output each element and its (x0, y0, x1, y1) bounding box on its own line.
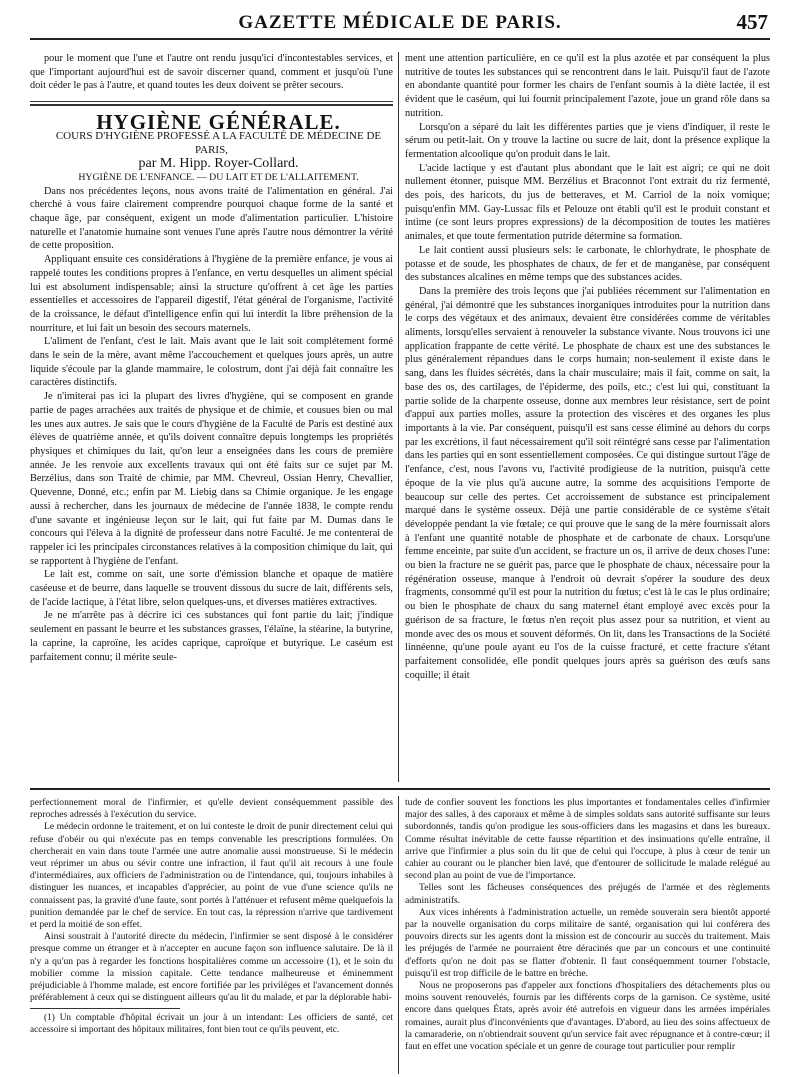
page-header (30, 8, 770, 40)
paragraph: tude de confier souvent les fonctions les plus importantes et fondamentales celles d'infirmier major des salles, à des caporaux et même à de simples soldats sans autorité suffisante sur leurs subordonnés, tandis qu'on prodigue les sous-officiers dans les magasins et dans les bureaux. Comme résultat inévitable de cette fausse répartition et des insinuations qu'elle entraîne, il arrive que l'infirmier a plus soin du lit que de celui qui l'occupe, à plus à cœur de tenir un cahier au courant ou le plancher bien lavé, que d'entourer de sollicitude le malade relégué au second plan au point de vue de l'importance. (405, 797, 770, 882)
paragraph: Le lait contient aussi plusieurs sels: le carbonate, le chlorhydrate, le phosphate de potasse et de soude, les phosphates de chaux, de fer et de manganèse, par conséquent des substances alcalines en même temps que des substances acides. (405, 244, 770, 284)
intro-paragraph: pour le moment que l'une et l'autre ont rendu jusqu'ici d'incontestables services, et que l'important aujourd'hui est de savoir discerner quand, comment et jusqu'où l'une doit céder le pas à l'autre, et quand toutes les deux doivent se prêter secours. (30, 53, 393, 92)
paragraph: Aux vices inhérents à l'administration actuelle, un remède souverain sera bientôt apporté par la nouvelle organisation du corps militaire de santé, organisation qui lui conférera des pouvoirs directs sur les agents dont la mission est de concourir au succès du traitement. Mais les préjugés de l'armée ne pourraient être déracinés que par un concours et une continuité d'efforts qu'on ne doit pas se flatter d'obtenir. Il faut conséquemment tourner l'obstacle, puisqu'il est trop difficile de le battre en brèche. (405, 906, 770, 979)
paragraph: Lorsqu'on a séparé du lait les différentes parties que je viens d'indiquer, il reste le sérum ou petit-lait. On y trouve la lactine ou sucre de lait, dont la présence explique la fermentation alcoolique qu'on produit dans le lait. (405, 121, 770, 160)
journal-title: GAZETTE MÉDICALE DE PARIS. (238, 12, 562, 33)
page-number: 457 (736, 10, 768, 34)
course-author: par M. Hipp. Royer-Collard. (138, 156, 299, 172)
column-divider (398, 52, 399, 782)
paragraph: Dans la première des trois leçons que j'ai publiées récemment sur l'alimentation en général, j'ai démontré que les substances inorganiques introduites pour la nutrition dans le corps des végétaux et des animaux, devaient être considérées comme de véritables aliments, lorsqu'elles servaient à renouveler la substance vivante. Nous trouvons ici une application frappante de cette vérité. Le phosphate de chaux est une des substances le plus généralement répandues dans le corps humain; non-seulement il existe dans le sang, dans les fluides sécrétés, dans la chair musculaire; mais il fait, comme on sait, la base des os, des cartilages, de l'épiderme, des poils, etc.; c'est lui qui, constituant la partie solide de la charpente osseuse, donne aux membres leur résistance, sert de point d'appui aux parties molles, assure la protection des viscères et des organes les plus importants à la vie. Par conséquent, puisqu'il est sans cesse éliminé au dehors du corps par les excrétions, il faut nécessairement qu'il soit réintégré sans cesse par l'alimentation dans les parties qui en sont essentiellement composées. Ce qui distingue surtout l'âge de l'enfance, c'est, nous l'avons vu, l'activité prodigieuse de la nutrition, puisqu'à cette époque de la vie plus qu'à aucune autre, la somme des acquisitions l'emporte de beaucoup sur celle des pertes. Cet accroissement de substance est principalement marqué dans le système osseux. Déjà une partie considérable de ce système s'était développée pendant la vie fœtale; ce qui prouve que le sang de la mère fournissait alors à l'enfant une quantité notable de phosphate et de carbonate de chaux. Lorsqu'une femme enceinte, par suite d'un accident, se fracture un os, il arrive de deux choses l'une: ou bien la fracture ne se guérit pas, parce que le phosphate de chaux, nécessaire pour la régénération osseuse, manque à l'endroit où devrait s'opérer la soudure des deux fragments, consommé qu'il est pour la nutrition du fœtus; c'est là le cas le plus ordinaire; ou bien le phosphate de chaux du sang maternel étant employé avec excès pour la guérison de sa fracture, le fœtus n'en reçoit plus assez pour sa nutrition, et vient au monde avec des os mous et souvent déformés. On lit, dans les Transactions de la Société linnéenne, qu'une poule ayant eu l'os de la cuisse fracturé, et cette fracture s'étant parfaitement consolidée, elle pondit quelques jours après sa guérison des œufs sans coquille; il était (405, 285, 770, 681)
footnote-divider (30, 1008, 180, 1009)
paragraph: Je n'imiterai pas ici la plupart des livres d'hygiène, qui se composent en grande partie de pages arrachées aux traités de physique et de chimie, et cousues bien ou mal les unes aux autres. Je sais que le cours d'hygiène de la Faculté de Paris est destiné aux élèves de quatrième année, et qu'ils doivent connaître depuis longtemps les propriétés physiques et chimiques du lait, qu'on leur a enseignées dans les cours de première année. Je les renvoie aux excellents travaux qui ont été faits sur ce sujet par M. Berzélius, dans son Traité de chimie, par MM. Chevreul, Ossian Henry, Chevallier, Quevenne, Donné, etc.; enfin par M. Liebig dans sa Chimie organique. Je les engage aussi à rechercher, dans les journaux de médecine de l'année 1838, le compte rendu d'une savante et ingénieuse leçon sur le lait, qui fut faite par M. Dumas dans le concours qui l'éleva à la dignité de professeur dans notre Faculté. Je me contenterai de rappeler ici les principales circonstances relatives à la composition chimique du lait, qui se rapportent à l'hygiène de l'enfant. (30, 391, 393, 567)
paragraph: Ainsi soustrait à l'autorité directe du médecin, l'infirmier se sent disposé à le considérer presque comme un étranger et à n'accepter en aucune façon son influence salutaire. De là il n'y a qu'un pas à regarder les fonctions hospitalières comme un accessoire (1), et le soin du mobilier comme la mission capitale. Cette tendance malheureuse et éminemment préjudiciable à l'homme malade, est encore fortifiée par les priviléges et l'avancement donnés préférablement à ceux qui se distinguent ailleurs qu'au lit du malade, et par la déplorable habi- (30, 931, 393, 1004)
paragraph: Telles sont les fâcheuses conséquences des préjugés de l'armée et des règlements administratifs. (405, 882, 770, 906)
upper-right-column (405, 52, 770, 782)
feuilleton-divider (30, 788, 770, 790)
column-divider (398, 796, 399, 1074)
paragraph: Appliquant ensuite ces considérations à l'hygiène de la première enfance, je vous ai rappelé toutes les conditions propres à l'enfance, en vertu desquelles un aliment spécial lui est absolument indispensable; ainsi la structure qu'offrent à cet âge les parties essentielles et accessoires de l'appareil digestif, l'état général de l'organisme, l'activité de la croissance, le défaut d'intelligence enfin qui lui interdit la libre préhension de la nourriture, et lui fait un besoin des secours maternels. (30, 254, 393, 334)
article-subheading: HYGIÈNE DE L'ENFANCE. — DU LAIT ET DE L'ALLAITEMENT. (78, 171, 359, 183)
upper-left-column (30, 52, 393, 782)
paragraph: perfectionnement moral de l'infirmier, et qu'elle devient conséquemment passible des reproches adressés à l'exécution du service. (30, 797, 393, 821)
lower-right-column (405, 797, 770, 1075)
paragraph: L'acide lactique y est d'autant plus abondant que le lait est aigri; ce qui ne doit nullement étonner, puisque MM. Berzélius et Braconnot l'ont extrait du riz fermenté, des pois, des haricots, du jus de betteraves, et M. Carriol de la noix vomique; puisqu'enfin MM. Gay-Lussac fils et Pelouze ont établi qu'il est le produit constant et intime (ce sont leurs propres expressions) de la décomposition de toutes les matières animales, et que toute fermentation putride détermine sa formation. (405, 162, 770, 243)
course-title: COURS D'HYGIÈNE PROFESSÉ A LA FACULTÉ DE MÉDECINE DE PARIS, (55, 129, 382, 156)
paragraph: L'aliment de l'enfant, c'est le lait. Mais avant que le lait soit complétement formé dans le sein de la mère, avant même l'accouchement et quelques jours après, un autre liquide s'écoule par la glande mammaire, le colostrum, dont j'ai déjà fait connaître les caractères distinctifs. (30, 336, 393, 389)
lower-left-column (30, 797, 393, 1075)
section-divider (30, 101, 393, 106)
paragraph: Je ne m'arrête pas à décrire ici ces substances qui font partie du lait; j'indique seulement en passant le beurre et les substances grasses, l'élaïne, la stéarine, la butyrine, la caprine, la caproïne, les acides caprique, caproïque et butyrique. Le caséum est parfaitement connu; il mérite seule- (30, 610, 393, 663)
paragraph: ment une attention particulière, en ce qu'il est la plus azotée et par conséquent la plus nutritive de toutes les substances qui se rencontrent dans le lait. Puisqu'il faut de l'azote en abondante quantité pour former les chairs de l'enfant soumis à la diète lactée, il est évident que le caséum, qui lui fournit principalement l'azote, joue un grand rôle dans sa nutrition. (405, 53, 770, 119)
footnote: (1) Un comptable d'hôpital écrivait un jour à un intendant: Les officiers de santé, cet accessoire si important des hôpitaux militaires, font bien tout ce qu'ils peuvent, etc. (30, 1013, 393, 1035)
paragraph: Dans nos précédentes leçons, nous avons traité de l'alimentation en général. J'ai cherché à vous faire clairement comprendre pourquoi chaque forme de la santé et chaque âge, par conséquent, exigent un mode d'alimentation particulier. L'histoire naturelle et l'anatomie humaine sont venues l'une après l'autre nous démontrer la vérité de cette proposition. (30, 185, 393, 252)
section-title: HYGIÈNE GÉNÉRALE. (96, 110, 341, 135)
paragraph: Le lait est, comme on sait, une sorte d'émission blanche et opaque de matière caséeuse et de beurre, dans laquelle se trouvent dissous du sucre de lait, différents sels, de l'acide lactique, à l'état libre, selon quelques-uns, et diverses matières extractives. (30, 569, 393, 608)
paragraph: Le médecin ordonne le traitement, et on lui conteste le droit de punir directement celui qui refuse d'obéir ou qui n'exécute pas en temps convenable les prescriptions formulées. On chercherait en vain dans toute l'armée une autre anomalie aussi monstrueuse. Si le médecin veut réprimer un abus ou sévir contre une infraction, il faut qu'il ait recours à une foule d'intermédiaires, aux officiers de l'administration ou de l'intendance, qui, toujours inhabiles à distinguer les nuances, et incapables d'apprécier, au point de vue d'une science qu'ils ne connaissent pas, la gravité d'une faute, sont portés à l'atténuer et refusent même quelquefois la punition demandée par le chef de service. En tout cas, la répression n'arrive que tardivement et perd la moitié de son effet. (30, 821, 393, 931)
paragraph: Nous ne proposerons pas d'appeler aux fonctions d'hospitaliers des détachements plus ou moins souvent renouvelés, fournis par les différents corps de la garnison. Ce système, usité encore dans quelques États, après avoir été autrefois en vigueur dans les armées impériales romaines, aurait plus d'inconvénients que d'avantages. D'abord, au lieu des soins affectueux de la camaraderie, on n'obtiendrait souvent qu'un service fait avec répugnance et à contre-cœur; il faut en effet une vocation spéciale et un genre de courage tout particulier pour remplir (405, 980, 770, 1053)
